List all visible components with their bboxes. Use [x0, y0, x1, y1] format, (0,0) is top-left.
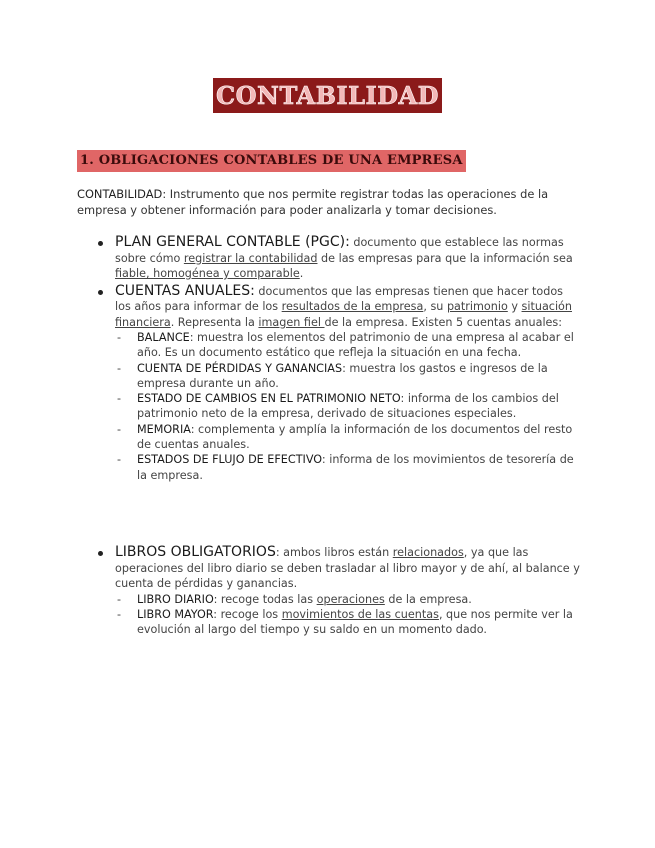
sub-item-text: : muestra los elementos del patrimonio de una empresa al acabar el año. Es un documento estático que refleja la situación en una fecha.	[137, 331, 574, 360]
sub-item-term: ESTADOS DE FLUJO DE EFECTIVO	[137, 453, 322, 467]
cuentas-text: de la empresa. Existen 5 cuentas anuales:	[324, 315, 563, 329]
sub-item-libro-diario	[117, 592, 580, 607]
cuentas-underline: imagen fiel	[258, 315, 325, 329]
list-item-libros	[98, 545, 580, 592]
dash-marker: -	[117, 607, 122, 621]
libros-text: , ya que las operaciones del libro diario se deben trasladar al libro mayor y de ahí, al balance y cuenta de pérdidas y ganancias.	[115, 546, 580, 590]
cuentas-underline: patrimonio	[446, 300, 508, 313]
pgc-underline: registrar la contabilidad	[183, 251, 318, 265]
libros-text: : ambos libros están	[275, 546, 393, 559]
sub-item-text: : informa de los movimientos de tesorería de la empresa.	[137, 453, 574, 482]
cuentas-text: . Representa la	[170, 315, 259, 329]
sub-item-perdidas-ganancias	[117, 361, 580, 392]
sub-item-underline: movimientos de las cuentas	[281, 607, 439, 621]
dash-marker: -	[117, 361, 122, 375]
sub-item-text: : informa de los cambios del patrimonio neto de la empresa, derivado de situaciones especiales.	[137, 392, 559, 421]
cuentas-underline: resultados de la empresa	[281, 300, 424, 313]
sub-item-term: BALANCE	[137, 331, 190, 344]
dash-marker: -	[117, 453, 122, 467]
sub-item-underline: operaciones	[316, 592, 385, 606]
sub-item-text: : recoge todas las	[213, 592, 317, 606]
bullet-dot	[98, 290, 103, 295]
sub-item-memoria	[117, 422, 580, 453]
cuentas-text: documentos que las empresas tienen que hacer todos los años para informar de los	[115, 284, 564, 313]
bullet-list-2	[98, 545, 580, 637]
sub-item-text: de la empresa.	[384, 592, 472, 606]
dash-marker: -	[117, 422, 122, 436]
sub-item-text: : muestra los gastos e ingresos de la empresa durante un año.	[137, 361, 548, 390]
sub-item-term: LIBRO MAYOR	[137, 607, 214, 621]
sub-item-term: ESTADO DE CAMBIOS EN EL PATRIMONIO NETO	[137, 392, 401, 406]
sub-item-term: CUENTA DE PÉRDIDAS Y GANANCIAS	[137, 361, 343, 375]
sub-item-text: , que nos permite ver la evolución al largo del tiempo y su saldo en un momento dado.	[137, 607, 573, 637]
sub-item-text: : complementa y amplía la información de los documentos del resto de cuentas anuales.	[137, 422, 573, 452]
sub-item-flujo-efectivo	[117, 452, 580, 483]
pgc-text: documento que establece las normas sobre cómo	[115, 236, 564, 265]
dash-marker: -	[117, 592, 122, 606]
pgc-heading: PLAN GENERAL CONTABLE (PGC):	[115, 234, 350, 250]
pgc-underline: fiable, homogénea y comparable	[115, 267, 300, 280]
sub-item-text: : recoge los	[213, 607, 282, 621]
dash-marker: -	[117, 331, 122, 344]
dash-marker: -	[117, 392, 122, 406]
libros-underline: relacionados	[392, 546, 464, 559]
cuentas-heading: CUENTAS ANUALES:	[115, 282, 255, 299]
sub-item-term: MEMORIA	[137, 422, 191, 436]
sub-item-term: LIBRO DIARIO	[137, 592, 214, 606]
cuentas-underline: situación financiera	[115, 300, 572, 329]
title-wrap	[0, 78, 655, 113]
section-heading: 1. OBLIGACIONES CONTABLES DE UNA EMPRESA	[77, 150, 466, 172]
sub-item-balance	[117, 330, 580, 361]
libros-heading: LIBROS OBLIGATORIOS	[115, 544, 276, 560]
list-item-cuentas	[98, 284, 580, 331]
sub-item-patrimonio-neto	[117, 391, 580, 422]
page-title: CONTABILIDAD	[213, 78, 442, 113]
bullet-dot	[98, 551, 103, 556]
list-item-pgc	[98, 235, 580, 282]
intro-term: CONTABILIDAD	[77, 187, 163, 201]
pgc-text: .	[299, 267, 304, 280]
pgc-text: de las empresas para que la información sea	[317, 251, 573, 265]
bullet-list-1	[98, 235, 580, 483]
intro-text: : Instrumento que nos permite registrar todas las operaciones de la empresa y obtener información para poder analizarla y tomar decisiones.	[77, 187, 549, 217]
cuentas-text: , su	[423, 300, 447, 313]
sub-item-libro-mayor	[117, 607, 580, 638]
intro-paragraph	[77, 187, 577, 218]
bullet-dot	[98, 241, 103, 246]
cuentas-text: y	[507, 300, 522, 313]
